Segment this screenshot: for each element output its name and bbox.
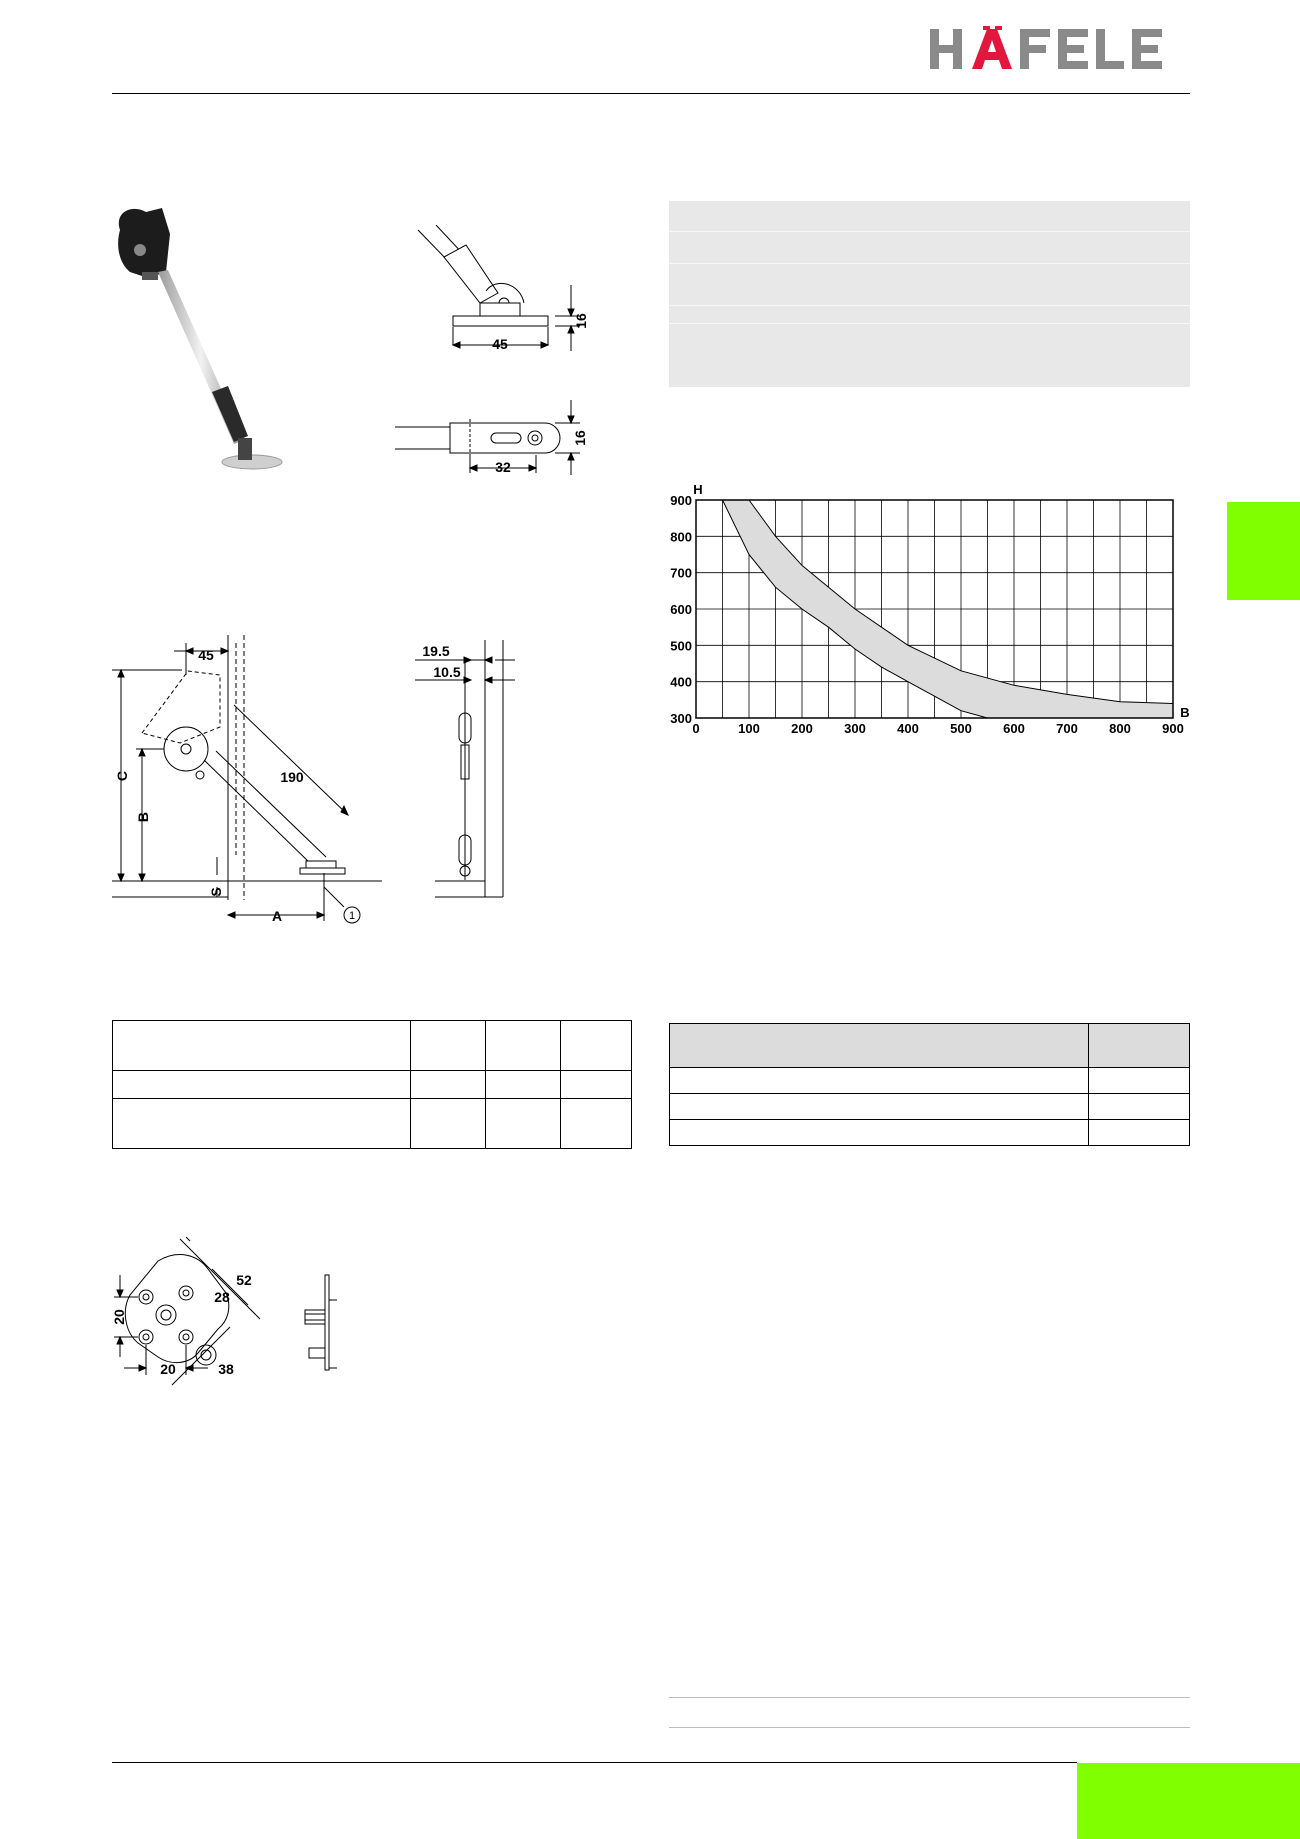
table-header-cell <box>670 1024 1089 1068</box>
table-cell <box>670 1094 1089 1120</box>
base-top-width-label: 32 <box>495 459 511 475</box>
header-rule <box>112 93 1190 94</box>
x-tick-label: 300 <box>844 721 866 736</box>
mounting-plate-side-view <box>295 1270 340 1375</box>
hafele-logo-icon <box>928 26 1190 72</box>
y-tick-label: 900 <box>670 493 692 508</box>
base-side-drawing-icon <box>400 225 590 360</box>
base-height-label: 16 <box>573 313 589 329</box>
table-header-cell <box>1089 1024 1190 1068</box>
strut-length-label: 190 <box>280 769 304 785</box>
mounting-plate-drawing <box>108 1235 278 1410</box>
footer-rule <box>112 1762 1077 1763</box>
installation-drawing <box>112 635 392 930</box>
x-tick-label: 100 <box>738 721 760 736</box>
table-cell <box>561 1099 632 1149</box>
dim-s-label: S <box>208 887 224 897</box>
lid-stay-photo-icon <box>112 200 322 475</box>
plate-dim-20v-label: 20 <box>111 1309 127 1325</box>
base-top-view <box>395 395 590 480</box>
page-tab[interactable] <box>1077 1763 1300 1839</box>
plate-dim-52-label: 52 <box>236 1272 252 1288</box>
plate-dim-38-label: 38 <box>218 1361 234 1377</box>
brand-logo <box>928 26 1190 72</box>
mounting-plate-icon <box>108 1235 278 1410</box>
table-cell <box>1089 1068 1190 1094</box>
table-cell <box>486 1021 561 1071</box>
table-cell <box>486 1099 561 1149</box>
x-tick-label: 900 <box>1162 721 1184 736</box>
installation-front-view <box>415 635 515 905</box>
x-tick-label: 0 <box>692 721 700 736</box>
dim-b-label: B <box>135 811 151 823</box>
load-chart <box>660 478 1200 742</box>
x-tick-label: 600 <box>1003 721 1025 736</box>
table-cell <box>561 1021 632 1071</box>
y-tick-label: 700 <box>670 565 692 581</box>
y-tick-label: 300 <box>670 711 692 726</box>
offset-19-5-label: 19.5 <box>422 643 450 659</box>
callout-label: 1 <box>348 910 356 922</box>
plate-dim-20h-label: 20 <box>160 1361 176 1377</box>
left-spec-table <box>112 1020 632 1149</box>
table-cell <box>411 1071 486 1099</box>
table-cell <box>1089 1094 1190 1120</box>
installation-drawing-icon <box>112 635 392 930</box>
table-cell <box>670 1120 1089 1146</box>
base-top-drawing-icon <box>395 395 590 480</box>
x-tick-label: 400 <box>897 721 919 736</box>
dim-c-label: C <box>114 770 130 782</box>
y-tick-label: 500 <box>670 638 692 654</box>
base-width-label: 45 <box>492 336 508 352</box>
right-spec-table <box>669 1023 1190 1146</box>
table-cell <box>1089 1120 1190 1146</box>
load-range-chart <box>660 478 1200 742</box>
table-cell <box>561 1071 632 1099</box>
x-tick-label: 700 <box>1056 721 1078 736</box>
table-cell <box>113 1071 411 1099</box>
dim-a-label: A <box>271 908 283 924</box>
x-axis-label: B <box>1180 705 1190 720</box>
table-cell <box>113 1099 411 1149</box>
y-axis-label: H <box>693 482 703 497</box>
table-cell <box>411 1021 486 1071</box>
footer-thin-rule <box>669 1727 1190 1728</box>
info-box <box>669 201 1190 387</box>
footer-thin-rule <box>669 1697 1190 1698</box>
offset-10-5-label: 10.5 <box>433 664 461 680</box>
x-tick-label: 200 <box>791 721 813 736</box>
table-cell <box>411 1099 486 1149</box>
base-side-view <box>400 225 590 360</box>
table-cell <box>670 1068 1089 1094</box>
install-offset-label: 45 <box>198 647 214 663</box>
section-tab[interactable] <box>1227 502 1300 600</box>
y-tick-label: 800 <box>670 529 692 545</box>
y-tick-label: 600 <box>670 602 692 617</box>
base-top-height-label: 16 <box>572 430 588 446</box>
product-photo <box>112 200 322 475</box>
x-tick-label: 800 <box>1109 721 1131 736</box>
plate-dim-28-label: 28 <box>214 1289 230 1305</box>
plate-side-view-icon <box>295 1270 340 1375</box>
y-tick-label: 400 <box>670 674 692 690</box>
table-cell <box>113 1021 411 1071</box>
x-tick-label: 500 <box>950 721 972 736</box>
table-cell <box>486 1071 561 1099</box>
front-view-drawing-icon <box>415 635 515 905</box>
